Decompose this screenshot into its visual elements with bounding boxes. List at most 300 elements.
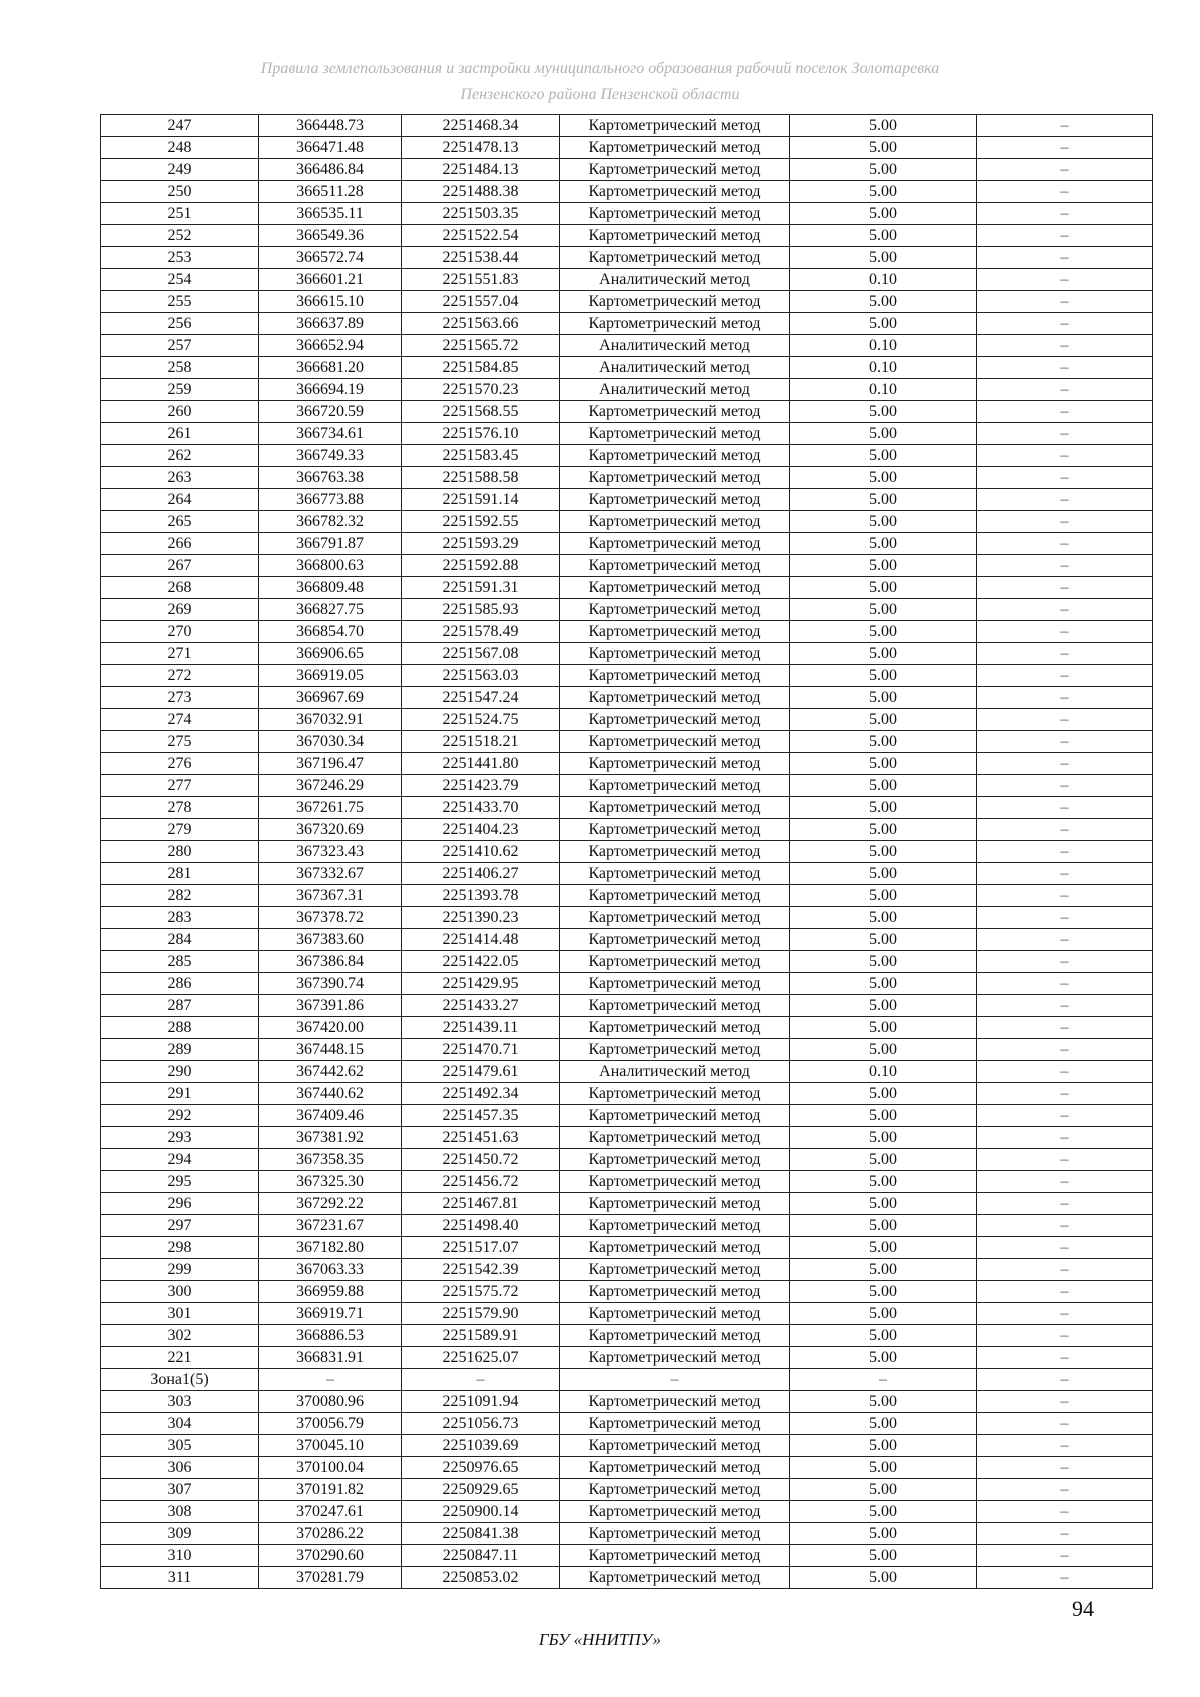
point-number-cell: 291	[101, 1083, 259, 1105]
accuracy-cell: 5.00	[790, 225, 977, 247]
note-cell: –	[977, 291, 1153, 313]
x-coordinate-cell: 366959.88	[259, 1281, 402, 1303]
note-cell: –	[977, 1083, 1153, 1105]
note-cell: –	[977, 973, 1153, 995]
table-row	[101, 709, 1153, 731]
accuracy-cell: 5.00	[790, 577, 977, 599]
method-cell: Аналитический метод	[560, 335, 790, 357]
point-number-cell: 275	[101, 731, 259, 753]
x-coordinate-cell: 367323.43	[259, 841, 402, 863]
document-header	[100, 56, 1100, 108]
point-number-cell: 310	[101, 1545, 259, 1567]
note-cell: –	[977, 379, 1153, 401]
method-cell: Картометрический метод	[560, 1237, 790, 1259]
note-cell: –	[977, 863, 1153, 885]
y-coordinate-cell: 2251583.45	[402, 445, 560, 467]
note-cell: –	[977, 357, 1153, 379]
accuracy-cell: 5.00	[790, 1237, 977, 1259]
table-row	[101, 753, 1153, 775]
table-row	[101, 511, 1153, 533]
x-coordinate-cell: 367320.69	[259, 819, 402, 841]
method-cell: Картометрический метод	[560, 291, 790, 313]
note-cell: –	[977, 1501, 1153, 1523]
table-row	[101, 1391, 1153, 1413]
point-number-cell: 311	[101, 1567, 259, 1589]
y-coordinate-cell: 2251091.94	[402, 1391, 560, 1413]
y-coordinate-cell: 2251593.29	[402, 533, 560, 555]
note-cell: –	[977, 1259, 1153, 1281]
accuracy-cell: 5.00	[790, 775, 977, 797]
method-cell: Картометрический метод	[560, 1215, 790, 1237]
method-cell: Картометрический метод	[560, 225, 790, 247]
table-row	[101, 533, 1153, 555]
method-cell: Картометрический метод	[560, 577, 790, 599]
table-row	[101, 1567, 1153, 1589]
accuracy-cell: 5.00	[790, 1325, 977, 1347]
note-cell: –	[977, 181, 1153, 203]
y-coordinate-cell: 2250847.11	[402, 1545, 560, 1567]
x-coordinate-cell: 367196.47	[259, 753, 402, 775]
y-coordinate-cell: 2251588.58	[402, 467, 560, 489]
y-coordinate-cell: 2251470.71	[402, 1039, 560, 1061]
y-coordinate-cell: 2251393.78	[402, 885, 560, 907]
x-coordinate-cell: 366652.94	[259, 335, 402, 357]
method-cell: Картометрический метод	[560, 1303, 790, 1325]
table-row	[101, 1281, 1153, 1303]
accuracy-cell: 5.00	[790, 1347, 977, 1369]
x-coordinate-cell: 370100.04	[259, 1457, 402, 1479]
x-coordinate-cell: 366919.05	[259, 665, 402, 687]
accuracy-cell: 5.00	[790, 137, 977, 159]
point-number-cell: 289	[101, 1039, 259, 1061]
point-number-cell: 296	[101, 1193, 259, 1215]
method-cell: Картометрический метод	[560, 599, 790, 621]
accuracy-cell: 5.00	[790, 1083, 977, 1105]
method-cell: Картометрический метод	[560, 973, 790, 995]
method-cell: Картометрический метод	[560, 1259, 790, 1281]
x-coordinate-cell: 366919.71	[259, 1303, 402, 1325]
note-cell: –	[977, 687, 1153, 709]
point-number-cell: 286	[101, 973, 259, 995]
y-coordinate-cell: 2251568.55	[402, 401, 560, 423]
method-cell: Картометрический метод	[560, 621, 790, 643]
note-cell: –	[977, 1039, 1153, 1061]
method-cell: Картометрический метод	[560, 951, 790, 973]
x-coordinate-cell: 367448.15	[259, 1039, 402, 1061]
x-coordinate-cell: 367391.86	[259, 995, 402, 1017]
accuracy-cell: 5.00	[790, 929, 977, 951]
y-coordinate-cell: 2251433.70	[402, 797, 560, 819]
x-coordinate-cell: 367358.35	[259, 1149, 402, 1171]
note-cell: –	[977, 401, 1153, 423]
point-number-cell: 294	[101, 1149, 259, 1171]
method-cell: Картометрический метод	[560, 1457, 790, 1479]
method-cell: Картометрический метод	[560, 467, 790, 489]
x-coordinate-cell: 370056.79	[259, 1413, 402, 1435]
table-row	[101, 379, 1153, 401]
y-coordinate-cell: 2251589.91	[402, 1325, 560, 1347]
table-row	[101, 577, 1153, 599]
point-number-cell: 282	[101, 885, 259, 907]
table-row	[101, 555, 1153, 577]
method-cell: Картометрический метод	[560, 533, 790, 555]
x-coordinate-cell: 366681.20	[259, 357, 402, 379]
y-coordinate-cell: 2251563.66	[402, 313, 560, 335]
y-coordinate-cell: 2251578.49	[402, 621, 560, 643]
note-cell: –	[977, 621, 1153, 643]
note-cell: –	[977, 885, 1153, 907]
table-row	[101, 1171, 1153, 1193]
y-coordinate-cell: 2250929.65	[402, 1479, 560, 1501]
note-cell: –	[977, 709, 1153, 731]
y-coordinate-cell: 2251039.69	[402, 1435, 560, 1457]
note-cell: –	[977, 643, 1153, 665]
note-cell: –	[977, 1545, 1153, 1567]
table-row	[101, 247, 1153, 269]
method-cell: Картометрический метод	[560, 907, 790, 929]
y-coordinate-cell: 2251390.23	[402, 907, 560, 929]
x-coordinate-cell: 367030.34	[259, 731, 402, 753]
note-cell: –	[977, 555, 1153, 577]
y-coordinate-cell: 2251441.80	[402, 753, 560, 775]
x-coordinate-cell: 367378.72	[259, 907, 402, 929]
note-cell: –	[977, 423, 1153, 445]
method-cell: Картометрический метод	[560, 1149, 790, 1171]
table-row	[101, 115, 1153, 137]
x-coordinate-cell: 370290.60	[259, 1545, 402, 1567]
y-coordinate-cell: 2250976.65	[402, 1457, 560, 1479]
accuracy-cell: 5.00	[790, 1303, 977, 1325]
table-row	[101, 1435, 1153, 1457]
accuracy-cell: 5.00	[790, 885, 977, 907]
table-row	[101, 1369, 1153, 1391]
x-coordinate-cell: 367261.75	[259, 797, 402, 819]
method-cell: Картометрический метод	[560, 445, 790, 467]
table-row	[101, 1501, 1153, 1523]
point-number-cell: 287	[101, 995, 259, 1017]
accuracy-cell: 5.00	[790, 951, 977, 973]
method-cell: Картометрический метод	[560, 797, 790, 819]
table-row	[101, 687, 1153, 709]
accuracy-cell: 5.00	[790, 1193, 977, 1215]
point-number-cell: 304	[101, 1413, 259, 1435]
point-number-cell: 265	[101, 511, 259, 533]
point-number-cell: Зона1(5)	[101, 1369, 259, 1391]
table-row	[101, 313, 1153, 335]
point-number-cell: 248	[101, 137, 259, 159]
method-cell: Картометрический метод	[560, 643, 790, 665]
table-row	[101, 731, 1153, 753]
point-number-cell: 279	[101, 819, 259, 841]
y-coordinate-cell: 2251625.07	[402, 1347, 560, 1369]
method-cell: Картометрический метод	[560, 1567, 790, 1589]
note-cell: –	[977, 1391, 1153, 1413]
note-cell: –	[977, 731, 1153, 753]
table-row	[101, 181, 1153, 203]
note-cell: –	[977, 511, 1153, 533]
accuracy-cell: 5.00	[790, 313, 977, 335]
method-cell: Картометрический метод	[560, 1501, 790, 1523]
x-coordinate-cell: 366886.53	[259, 1325, 402, 1347]
y-coordinate-cell: 2251585.93	[402, 599, 560, 621]
accuracy-cell: 5.00	[790, 1149, 977, 1171]
note-cell: –	[977, 1369, 1153, 1391]
x-coordinate-cell: 366831.91	[259, 1347, 402, 1369]
x-coordinate-cell: 366637.89	[259, 313, 402, 335]
method-cell: Картометрический метод	[560, 775, 790, 797]
method-cell: Аналитический метод	[560, 1061, 790, 1083]
y-coordinate-cell: 2251429.95	[402, 973, 560, 995]
accuracy-cell: 5.00	[790, 1215, 977, 1237]
x-coordinate-cell: 367383.60	[259, 929, 402, 951]
y-coordinate-cell: 2251468.34	[402, 115, 560, 137]
method-cell: –	[560, 1369, 790, 1391]
coordinates-table-body	[101, 115, 1153, 1589]
accuracy-cell: 5.00	[790, 1017, 977, 1039]
accuracy-cell: 5.00	[790, 1039, 977, 1061]
note-cell: –	[977, 489, 1153, 511]
y-coordinate-cell: 2251570.23	[402, 379, 560, 401]
y-coordinate-cell: 2251414.48	[402, 929, 560, 951]
method-cell: Картометрический метод	[560, 1105, 790, 1127]
table-row	[101, 203, 1153, 225]
x-coordinate-cell: 367367.31	[259, 885, 402, 907]
note-cell: –	[977, 665, 1153, 687]
x-coordinate-cell: 366615.10	[259, 291, 402, 313]
method-cell: Картометрический метод	[560, 863, 790, 885]
table-row	[101, 775, 1153, 797]
accuracy-cell: 5.00	[790, 841, 977, 863]
accuracy-cell: 5.00	[790, 863, 977, 885]
note-cell: –	[977, 1325, 1153, 1347]
y-coordinate-cell: 2251478.13	[402, 137, 560, 159]
accuracy-cell: 5.00	[790, 819, 977, 841]
point-number-cell: 283	[101, 907, 259, 929]
accuracy-cell: 5.00	[790, 1501, 977, 1523]
note-cell: –	[977, 1127, 1153, 1149]
table-row	[101, 819, 1153, 841]
x-coordinate-cell: 370286.22	[259, 1523, 402, 1545]
point-number-cell: 259	[101, 379, 259, 401]
point-number-cell: 288	[101, 1017, 259, 1039]
point-number-cell: 249	[101, 159, 259, 181]
y-coordinate-cell: 2251451.63	[402, 1127, 560, 1149]
note-cell: –	[977, 1303, 1153, 1325]
note-cell: –	[977, 753, 1153, 775]
method-cell: Картометрический метод	[560, 1039, 790, 1061]
x-coordinate-cell: 366800.63	[259, 555, 402, 577]
point-number-cell: 262	[101, 445, 259, 467]
x-coordinate-cell: 370281.79	[259, 1567, 402, 1589]
point-number-cell: 252	[101, 225, 259, 247]
table-row	[101, 1347, 1153, 1369]
note-cell: –	[977, 1457, 1153, 1479]
method-cell: Картометрический метод	[560, 1523, 790, 1545]
method-cell: Картометрический метод	[560, 247, 790, 269]
table-row	[101, 1083, 1153, 1105]
accuracy-cell: 5.00	[790, 181, 977, 203]
accuracy-cell: 5.00	[790, 1105, 977, 1127]
accuracy-cell: 5.00	[790, 533, 977, 555]
method-cell: Картометрический метод	[560, 1193, 790, 1215]
header-line-2: Пензенского района Пензенской области	[460, 86, 740, 103]
y-coordinate-cell: 2251538.44	[402, 247, 560, 269]
method-cell: Картометрический метод	[560, 885, 790, 907]
note-cell: –	[977, 775, 1153, 797]
y-coordinate-cell: 2251584.85	[402, 357, 560, 379]
x-coordinate-cell: 366967.69	[259, 687, 402, 709]
note-cell: –	[977, 1523, 1153, 1545]
y-coordinate-cell: 2251547.24	[402, 687, 560, 709]
table-row	[101, 467, 1153, 489]
x-coordinate-cell: 367292.22	[259, 1193, 402, 1215]
y-coordinate-cell: 2251056.73	[402, 1413, 560, 1435]
y-coordinate-cell: 2251591.14	[402, 489, 560, 511]
x-coordinate-cell: 366854.70	[259, 621, 402, 643]
note-cell: –	[977, 533, 1153, 555]
accuracy-cell: 5.00	[790, 709, 977, 731]
table-row	[101, 1259, 1153, 1281]
point-number-cell: 301	[101, 1303, 259, 1325]
point-number-cell: 256	[101, 313, 259, 335]
page-footer: ГБУ «ННИТПУ»	[538, 1630, 662, 1649]
point-number-cell: 261	[101, 423, 259, 445]
accuracy-cell: 5.00	[790, 203, 977, 225]
x-coordinate-cell: 366694.19	[259, 379, 402, 401]
accuracy-cell: 5.00	[790, 1127, 977, 1149]
point-number-cell: 280	[101, 841, 259, 863]
method-cell: Картометрический метод	[560, 1171, 790, 1193]
x-coordinate-cell: 366448.73	[259, 115, 402, 137]
y-coordinate-cell: 2251557.04	[402, 291, 560, 313]
note-cell: –	[977, 1435, 1153, 1457]
x-coordinate-cell: –	[259, 1369, 402, 1391]
point-number-cell: 274	[101, 709, 259, 731]
table-row	[101, 643, 1153, 665]
point-number-cell: 285	[101, 951, 259, 973]
x-coordinate-cell: 366572.74	[259, 247, 402, 269]
accuracy-cell: 5.00	[790, 1457, 977, 1479]
x-coordinate-cell: 367420.00	[259, 1017, 402, 1039]
note-cell: –	[977, 951, 1153, 973]
table-row	[101, 291, 1153, 313]
method-cell: Картометрический метод	[560, 1127, 790, 1149]
y-coordinate-cell: 2251467.81	[402, 1193, 560, 1215]
method-cell: Картометрический метод	[560, 995, 790, 1017]
point-number-cell: 306	[101, 1457, 259, 1479]
point-number-cell: 263	[101, 467, 259, 489]
coordinates-table	[100, 114, 1153, 1589]
point-number-cell: 299	[101, 1259, 259, 1281]
accuracy-cell: 5.00	[790, 1391, 977, 1413]
table-row	[101, 1105, 1153, 1127]
x-coordinate-cell: 367332.67	[259, 863, 402, 885]
point-number-cell: 298	[101, 1237, 259, 1259]
method-cell: Картометрический метод	[560, 709, 790, 731]
accuracy-cell: 5.00	[790, 599, 977, 621]
x-coordinate-cell: 366601.21	[259, 269, 402, 291]
table-row	[101, 1017, 1153, 1039]
accuracy-cell: 0.10	[790, 357, 977, 379]
x-coordinate-cell: 366773.88	[259, 489, 402, 511]
note-cell: –	[977, 995, 1153, 1017]
accuracy-cell: 5.00	[790, 665, 977, 687]
x-coordinate-cell: 366749.33	[259, 445, 402, 467]
note-cell: –	[977, 841, 1153, 863]
method-cell: Картометрический метод	[560, 181, 790, 203]
x-coordinate-cell: 370080.96	[259, 1391, 402, 1413]
y-coordinate-cell: 2251410.62	[402, 841, 560, 863]
y-coordinate-cell: 2250900.14	[402, 1501, 560, 1523]
x-coordinate-cell: 366535.11	[259, 203, 402, 225]
accuracy-cell: 0.10	[790, 335, 977, 357]
x-coordinate-cell: 367325.30	[259, 1171, 402, 1193]
point-number-cell: 278	[101, 797, 259, 819]
x-coordinate-cell: 367246.29	[259, 775, 402, 797]
accuracy-cell: 5.00	[790, 489, 977, 511]
point-number-cell: 269	[101, 599, 259, 621]
method-cell: Картометрический метод	[560, 687, 790, 709]
accuracy-cell: 5.00	[790, 1259, 977, 1281]
note-cell: –	[977, 137, 1153, 159]
accuracy-cell: 5.00	[790, 1413, 977, 1435]
point-number-cell: 309	[101, 1523, 259, 1545]
y-coordinate-cell: 2251563.03	[402, 665, 560, 687]
accuracy-cell: 5.00	[790, 1479, 977, 1501]
note-cell: –	[977, 1171, 1153, 1193]
note-cell: –	[977, 1237, 1153, 1259]
y-coordinate-cell: 2251575.72	[402, 1281, 560, 1303]
y-coordinate-cell: 2251439.11	[402, 1017, 560, 1039]
method-cell: Картометрический метод	[560, 313, 790, 335]
method-cell: Картометрический метод	[560, 665, 790, 687]
note-cell: –	[977, 247, 1153, 269]
table-row	[101, 1457, 1153, 1479]
accuracy-cell: 5.00	[790, 797, 977, 819]
x-coordinate-cell: 367231.67	[259, 1215, 402, 1237]
table-row	[101, 445, 1153, 467]
accuracy-cell: 5.00	[790, 555, 977, 577]
accuracy-cell: 5.00	[790, 643, 977, 665]
note-cell: –	[977, 599, 1153, 621]
accuracy-cell: 5.00	[790, 753, 977, 775]
point-number-cell: 260	[101, 401, 259, 423]
method-cell: Картометрический метод	[560, 555, 790, 577]
point-number-cell: 277	[101, 775, 259, 797]
table-row	[101, 401, 1153, 423]
accuracy-cell: 0.10	[790, 269, 977, 291]
table-row	[101, 1215, 1153, 1237]
note-cell: –	[977, 1413, 1153, 1435]
y-coordinate-cell: 2251579.90	[402, 1303, 560, 1325]
note-cell: –	[977, 1061, 1153, 1083]
x-coordinate-cell: 366782.32	[259, 511, 402, 533]
method-cell: Картометрический метод	[560, 1083, 790, 1105]
y-coordinate-cell: 2251542.39	[402, 1259, 560, 1281]
point-number-cell: 257	[101, 335, 259, 357]
point-number-cell: 254	[101, 269, 259, 291]
note-cell: –	[977, 467, 1153, 489]
note-cell: –	[977, 1193, 1153, 1215]
y-coordinate-cell: –	[402, 1369, 560, 1391]
accuracy-cell: 5.00	[790, 1523, 977, 1545]
y-coordinate-cell: 2251551.83	[402, 269, 560, 291]
y-coordinate-cell: 2251422.05	[402, 951, 560, 973]
y-coordinate-cell: 2251456.72	[402, 1171, 560, 1193]
accuracy-cell: 5.00	[790, 159, 977, 181]
x-coordinate-cell: 366486.84	[259, 159, 402, 181]
table-row	[101, 335, 1153, 357]
